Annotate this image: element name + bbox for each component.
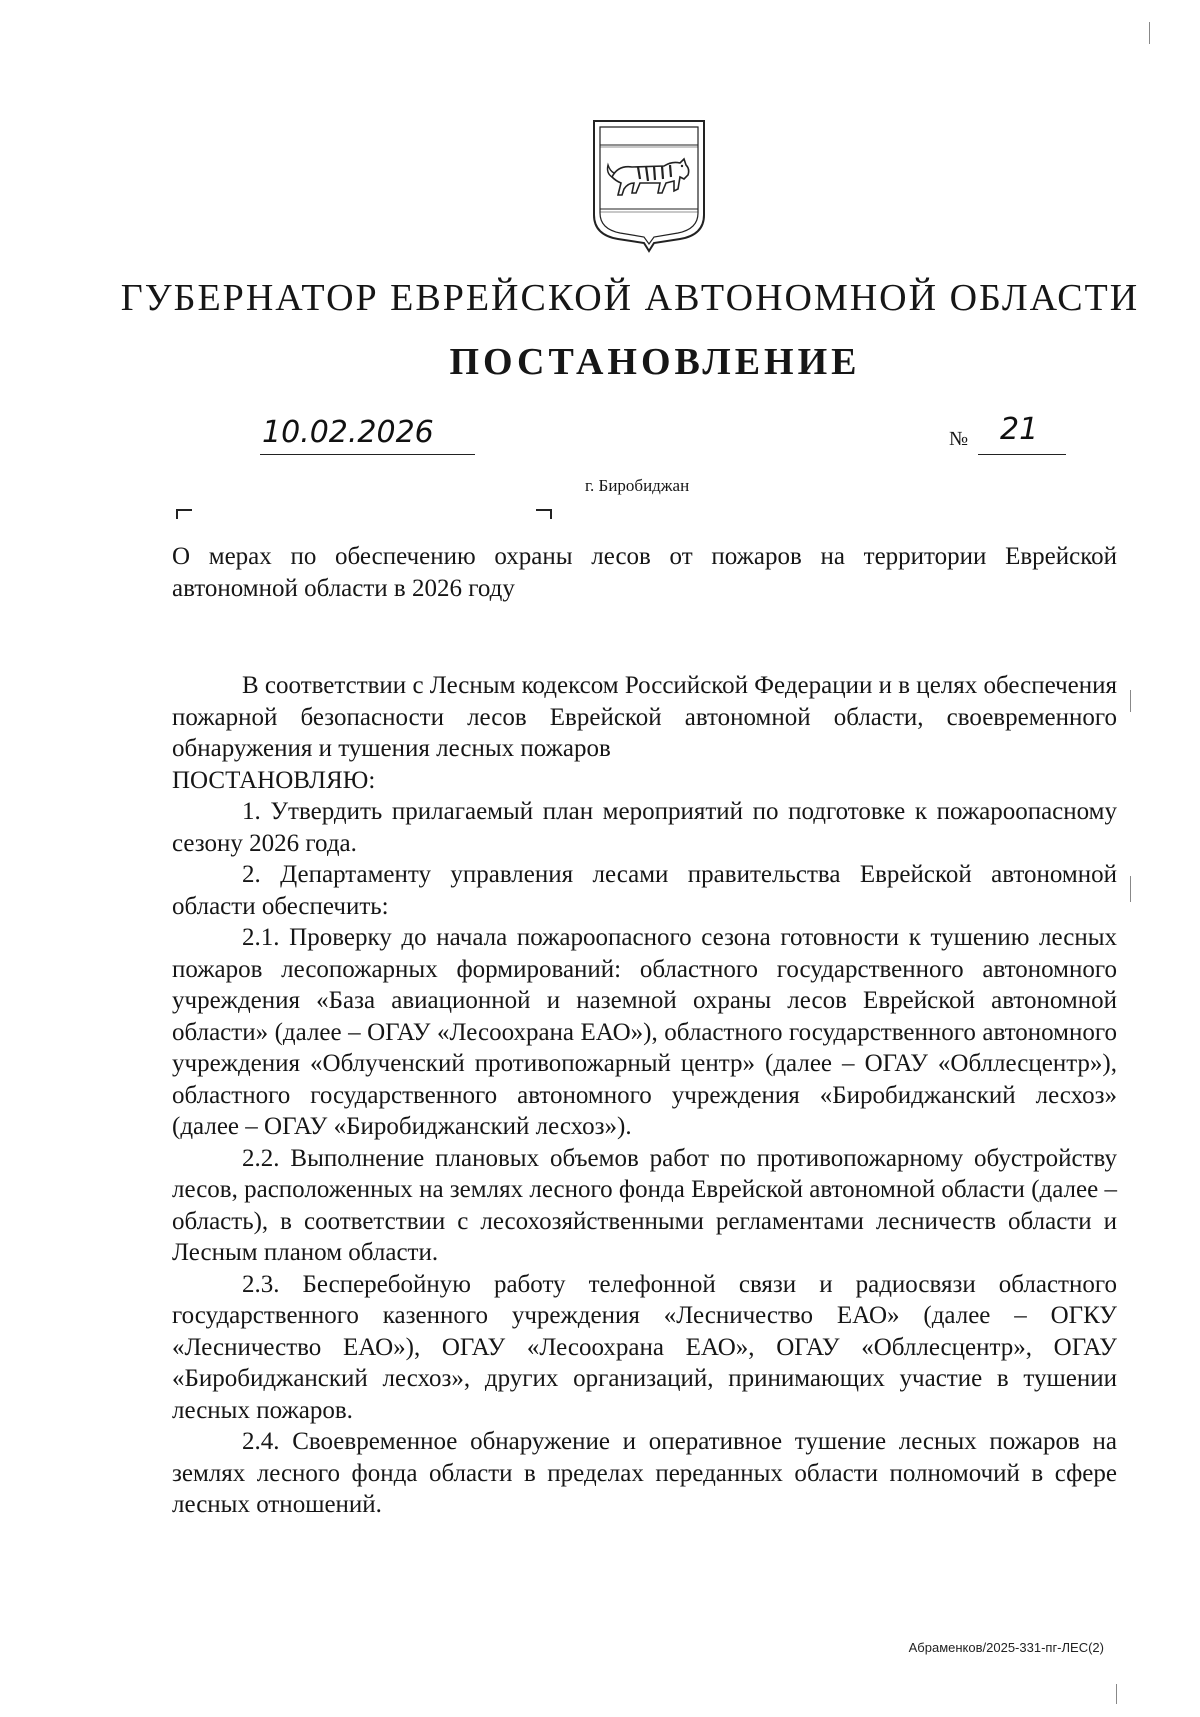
document-body [172, 670, 1117, 1521]
document-type-heading: ПОСТАНОВЛЕНИЕ [449, 341, 861, 383]
paragraph-2-3: 2.3. Бесперебойную работу телефонной связи и радиосвязи областного государственного казенного учреждения «Лесничество ЕАО» (далее – ОГКУ «Лесничество ЕАО»), ОГАУ «Лесоохрана ЕАО», ОГАУ «Обллесцентр», ОГАУ «Биробиджанский лесхоз», других организаций, принимающих участие в тушении лесных пожаров. [172, 1270, 1117, 1424]
footer-document-code: Абраменков/2025-331-пг-ЛЕС(2) [908, 1640, 1104, 1655]
scan-artifact [1116, 1684, 1117, 1704]
handwritten-date: 10.02.2026 [262, 415, 434, 450]
paragraph-2-4: 2.4. Своевременное обнаружение и оперативное тушение лесных пожаров на землях лесного фонда области в пределах переданных области полномочий в сфере лесных отношений. [172, 1428, 1117, 1518]
tiger-coat-of-arms-icon [588, 117, 710, 257]
paragraph-2-1: 2.1. Проверку до начала пожароопасного сезона готовности к тушению лесных пожаров лесопожарных формирований: областного государственного автономного учреждения «База авиационной и наземной охраны лесов Еврейской автономной области» (далее – ОГАУ «Лесоохрана ЕАО»), областного государственного автономного учреждения «Облученский противопожарный центр» (далее – ОГАУ «Обллесцентр»), областного государственного автономного учреждения «Биробиджанский лесхоз» (далее – ОГАУ «Биробиджанский лесхоз»). [172, 924, 1117, 1140]
document-subject: О мерах по обеспечению охраны лесов от пожаров на территории Еврейской автономной области в 2026 году [172, 543, 1117, 602]
number-sign: № [949, 428, 969, 450]
scan-artifact [1130, 690, 1131, 712]
handwritten-number: 21 [1000, 412, 1039, 447]
paragraph-1: 1. Утвердить прилагаемый план мероприятий по подготовке к пожароопасному сезону 2026 года. [172, 798, 1117, 857]
scan-artifact [1149, 22, 1150, 44]
subject-corner-right [536, 509, 552, 519]
paragraph-2-2: 2.2. Выполнение плановых объемов работ по противопожарному обустройству лесов, расположенных на землях лесного фонда Еврейской автономной области (далее – область), в соответствии с лесохозяйственными регламентами лесничеств области и Лесным планом области. [172, 1144, 1117, 1266]
scan-artifact [1130, 876, 1131, 902]
paragraph-2: 2. Департаменту управления лесами правительства Еврейской автономной области обеспечить: [172, 861, 1117, 920]
paragraph-resolve: ПОСТАНОВЛЯЮ: [172, 766, 376, 794]
subject-corner-left [176, 509, 192, 519]
city-label: г. Биробиджан [585, 476, 690, 495]
paragraph-intro: В соответствии с Лесным кодексом Российской Федерации и в целях обеспечения пожарной безопасности лесов Еврейской автономной области, своевременного обнаружения и тушения лесных пожаров [172, 672, 1117, 762]
issuer-title: ГУБЕРНАТОР ЕВРЕЙСКОЙ АВТОНОМНОЙ ОБЛАСТИ [120, 277, 1140, 319]
